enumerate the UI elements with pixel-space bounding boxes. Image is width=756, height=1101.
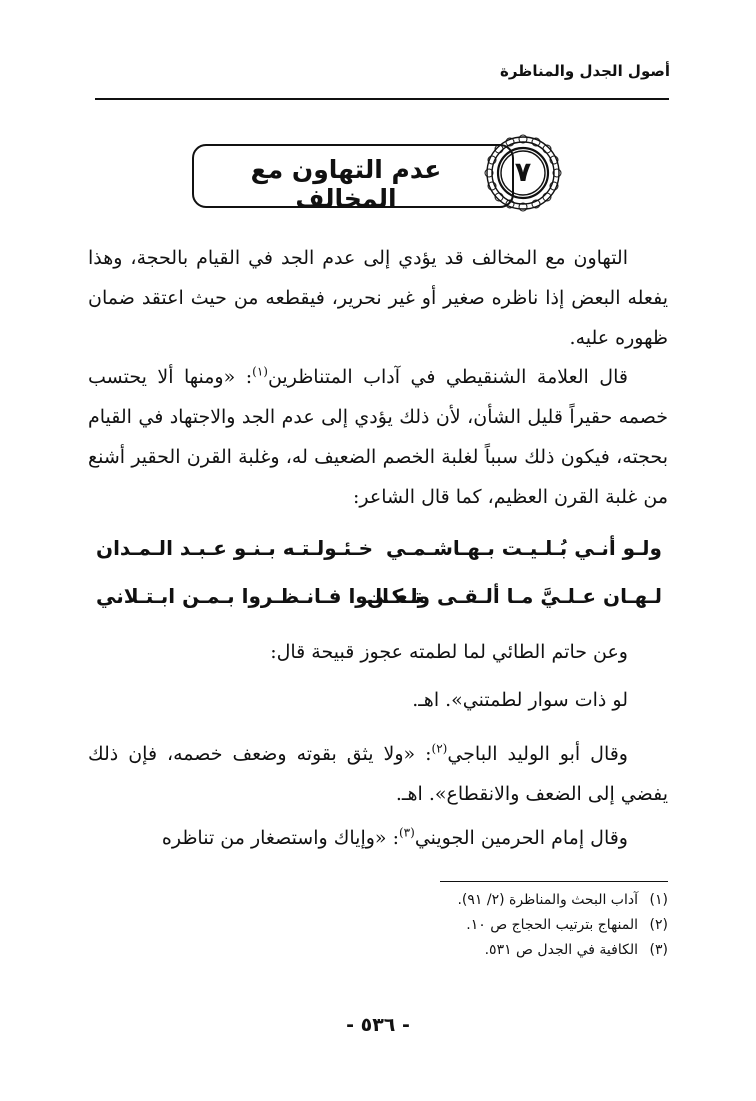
footnote-text: المنهاج بترتيب الحجاج ص ١٠.: [466, 917, 638, 933]
poem-line-1-second-hemistich: خـئـولـتـه بـنـو عـبـد الـمـدان: [96, 536, 374, 560]
footnote-number: (٢): [649, 917, 668, 933]
poem-line-2-second-hemistich: تـعـالـوا فـانـظـروا بـمـن ابـتـلاني: [96, 584, 423, 608]
paragraph-6-text: وقال إمام الحرمين الجويني: [414, 827, 628, 849]
footnote-ref-1: (١): [252, 364, 268, 379]
paragraph-5: [88, 734, 668, 814]
poem-line-1-first-hemistich: ولـو أنـي بُـلـيـت بـهـاشـمـي: [385, 536, 662, 560]
footnote-number: (٣): [649, 942, 668, 958]
poem-line-1: [96, 536, 662, 574]
footnote-ref-2: (٢): [431, 741, 448, 756]
paragraph-4: لو ذات سوار لطمتني». اهـ.: [412, 689, 628, 711]
footnote-item: [268, 913, 668, 938]
poem-line-2: [96, 584, 662, 622]
paragraph-2-quote: : «ومنها ألا يحتسب خصمه حقيراً قليل الشأن، لأن ذلك يؤدي إلى عدم الجد والاجتهاد في القيام بحجته، فيكون ذلك سبباً لغلبة الخصم الضعيف له، وغلبة القرن الحقير أشنع من غلبة القرن العظيم، كما قال الشاعر:: [88, 366, 668, 508]
paragraph-2: [88, 357, 668, 517]
footnotes: [268, 888, 668, 963]
footnote-number: (١): [649, 892, 668, 908]
footnote-rule: [440, 881, 668, 882]
paragraph-6: [88, 818, 668, 858]
header-rule: [95, 98, 669, 100]
paragraph-2-text: قال العلامة الشنقيطي في آداب المتناظرين: [267, 366, 628, 388]
poem-line-2-first-hemistich: لـهـان عـلـيَّ مـا ألـقـى ولـكـن: [366, 584, 662, 608]
chapter-number-badge: [484, 134, 562, 212]
chapter-heading: [192, 131, 564, 215]
paragraph-1: التهاون مع المخالف قد يؤدي إلى عدم الجد في القيام بالحجة، وهذا يفعله البعض إذا ناظره صغير أو غير نحرير، فيقطعه من حيث اعتقد ضمان ظهوره عليه.: [88, 247, 668, 349]
footnote-item: [268, 938, 668, 963]
footnote-text: الكافية في الجدل ص ٥٣١.: [484, 942, 638, 958]
footnote-text: آداب البحث والمناظرة (٢/ ٩١).: [457, 892, 638, 908]
footnote-item: [268, 888, 668, 913]
footnote-ref-3: (٣): [398, 825, 415, 840]
paragraph-6-quote: : «وإياك واستصغار من تناظره: [161, 827, 399, 849]
paragraph-5-quote: : «ولا يثق بقوته وضعف خصمه، فإن ذلك يفضي إلى الضعف والانقطاع». اهـ.: [88, 743, 668, 805]
running-header: أصول الجدل والمناظرة: [500, 62, 670, 80]
page-number: - ٥٣٦ -: [346, 1014, 410, 1036]
chapter-title: عدم التهاون مع المخالف: [250, 155, 442, 213]
chapter-number: ٧: [514, 157, 532, 188]
paragraph-5-text: وقال أبو الوليد الباجي: [447, 743, 628, 765]
paragraph-3: وعن حاتم الطائي لما لطمته عجوز قبيحة قال:: [270, 641, 628, 663]
